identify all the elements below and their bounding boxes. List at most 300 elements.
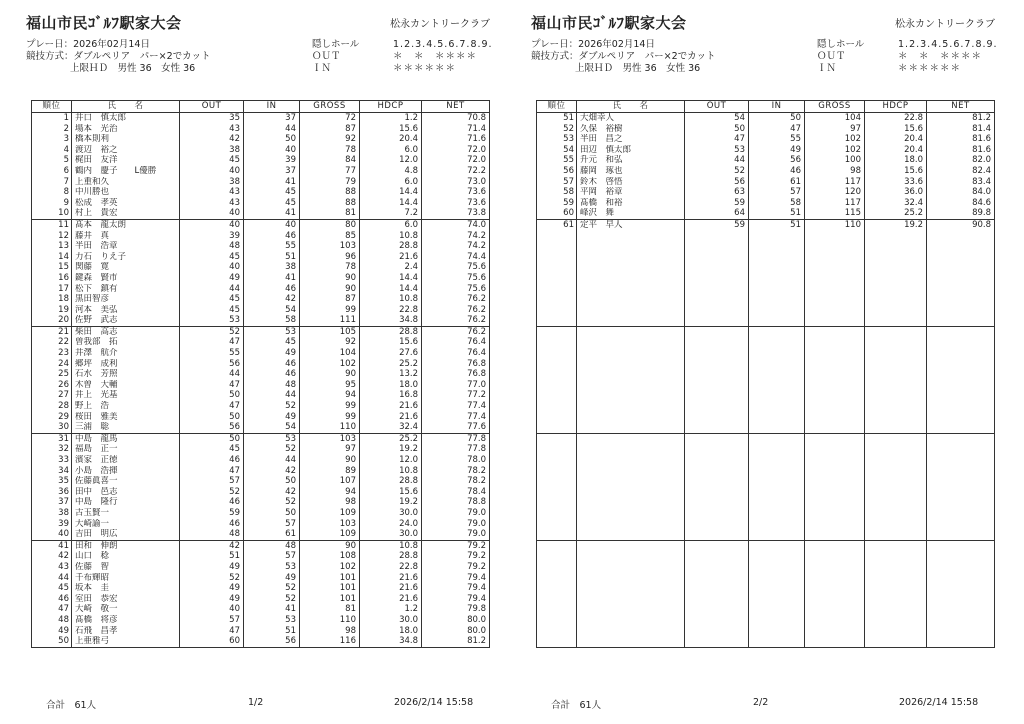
out-cell: 55 (180, 348, 244, 359)
rank-cell (537, 359, 577, 370)
in-cell (749, 529, 805, 540)
name-cell: 中川勝也 (72, 187, 180, 198)
out-cell (685, 359, 749, 370)
table-row (537, 604, 995, 615)
name-cell (577, 583, 685, 594)
in-cell: 46 (244, 284, 300, 295)
table-row (537, 583, 995, 594)
table-row (32, 155, 490, 166)
out-cell (685, 433, 749, 444)
net-cell (927, 487, 995, 498)
rank-cell (537, 401, 577, 412)
rank-cell: 31 (32, 433, 72, 444)
net-cell (927, 401, 995, 412)
hidden-holes-label: 隠しホール (817, 39, 865, 50)
hdcp-cell: 27.6 (360, 348, 422, 359)
gross-cell: 88 (300, 187, 360, 198)
net-cell: 83.4 (927, 177, 995, 188)
hdcp-cell (865, 284, 927, 295)
table-row (32, 166, 490, 177)
rank-cell: 39 (32, 519, 72, 530)
table-row (537, 562, 995, 573)
gross-cell: 81 (300, 208, 360, 219)
gross-cell: 96 (300, 252, 360, 263)
name-cell: 大崎諭一 (72, 519, 180, 530)
table-row (537, 124, 995, 135)
hdcp-cell (865, 262, 927, 273)
gross-cell: 78 (300, 262, 360, 273)
rank-cell (537, 455, 577, 466)
header-rank: 順位 (32, 101, 72, 113)
gross-cell (805, 433, 865, 444)
header-name: 氏 名 (577, 101, 685, 113)
net-cell: 78.2 (422, 466, 490, 477)
net-cell: 89.8 (927, 208, 995, 219)
net-cell: 81.2 (422, 636, 490, 647)
out-cell: 53 (180, 315, 244, 326)
in-cell: 52 (244, 401, 300, 412)
name-cell (577, 326, 685, 337)
name-cell: 村上 貴宏 (72, 208, 180, 219)
rank-cell: 24 (32, 359, 72, 370)
net-cell: 72.2 (422, 166, 490, 177)
gross-cell (805, 294, 865, 305)
name-cell (577, 348, 685, 359)
net-cell (927, 252, 995, 263)
rank-cell (537, 326, 577, 337)
in-cell: 46 (244, 359, 300, 370)
name-cell: 渡辺 裕之 (72, 145, 180, 156)
hdcp-cell (865, 273, 927, 284)
gross-cell (805, 348, 865, 359)
in-cell: 44 (244, 455, 300, 466)
net-cell (927, 573, 995, 584)
in-cell: 50 (244, 134, 300, 145)
rank-cell (537, 337, 577, 348)
out-cell (685, 241, 749, 252)
gross-cell: 78 (300, 145, 360, 156)
out-cell: 38 (180, 145, 244, 156)
out-cell: 48 (180, 529, 244, 540)
in-cell (749, 562, 805, 573)
in-cell: 57 (244, 519, 300, 530)
in-cell: 37 (244, 166, 300, 177)
gross-cell: 110 (300, 422, 360, 433)
hdcp-cell: 20.4 (865, 145, 927, 156)
out-cell: 47 (180, 626, 244, 637)
gross-cell: 108 (300, 551, 360, 562)
name-cell: 橋本則利 (72, 134, 180, 145)
rank-cell: 54 (537, 145, 577, 156)
hdcp-cell: 36.0 (865, 187, 927, 198)
gross-cell (805, 390, 865, 401)
table-row (537, 380, 995, 391)
out-cell: 49 (180, 273, 244, 284)
rank-cell: 22 (32, 337, 72, 348)
net-cell: 79.2 (422, 562, 490, 573)
out-cell: 44 (685, 155, 749, 166)
out-cell: 45 (180, 155, 244, 166)
name-cell: 曽我部 拓 (72, 337, 180, 348)
hdcp-cell: 13.2 (360, 369, 422, 380)
name-cell: 石水 芳照 (72, 369, 180, 380)
gross-cell (805, 540, 865, 551)
name-cell (577, 497, 685, 508)
gross-cell: 99 (300, 412, 360, 423)
out-cell: 44 (180, 284, 244, 295)
table-row (32, 113, 490, 124)
name-cell (577, 315, 685, 326)
table-row (32, 177, 490, 188)
hdcp-cell (865, 433, 927, 444)
rank-cell (537, 241, 577, 252)
net-cell: 72.0 (422, 155, 490, 166)
results-table (31, 100, 490, 648)
rank-cell: 38 (32, 508, 72, 519)
table-row (537, 615, 995, 626)
table-row (32, 573, 490, 584)
hdcp-cell (865, 626, 927, 637)
gross-cell: 103 (300, 241, 360, 252)
hdcp-cell: 12.0 (360, 455, 422, 466)
net-cell: 79.0 (422, 529, 490, 540)
hdcp-cell (865, 455, 927, 466)
footer-datetime: 2026/2/14 15:58 (394, 697, 474, 708)
table-row (32, 262, 490, 273)
net-cell: 77.2 (422, 390, 490, 401)
out-cell: 56 (180, 359, 244, 370)
in-cell (749, 519, 805, 530)
out-cell (685, 252, 749, 263)
rank-cell: 42 (32, 551, 72, 562)
rank-cell (537, 262, 577, 273)
table-row (537, 208, 995, 219)
rank-cell (537, 604, 577, 615)
net-cell (927, 583, 995, 594)
gross-cell: 101 (300, 594, 360, 605)
table-row (537, 476, 995, 487)
rank-cell (537, 466, 577, 477)
hdcp-cell (865, 369, 927, 380)
name-cell: 松成 孝英 (72, 198, 180, 209)
rank-cell: 34 (32, 466, 72, 477)
table-row (32, 583, 490, 594)
out-cell: 35 (180, 113, 244, 124)
name-cell: 野上 浩 (72, 401, 180, 412)
hdcp-cell: 24.0 (360, 519, 422, 530)
net-cell: 78.0 (422, 455, 490, 466)
net-cell: 74.4 (422, 252, 490, 263)
table-row (32, 497, 490, 508)
table-row (537, 326, 995, 337)
name-cell (577, 305, 685, 316)
net-cell: 79.0 (422, 508, 490, 519)
name-cell (577, 412, 685, 423)
out-cell (685, 562, 749, 573)
header-out: OUT (180, 101, 244, 113)
gross-cell: 99 (300, 401, 360, 412)
hdcp-cell: 21.6 (360, 252, 422, 263)
header-in: IN (244, 101, 300, 113)
hdcp-cell: 15.6 (360, 487, 422, 498)
in-cell: 39 (244, 155, 300, 166)
out-cell: 49 (180, 562, 244, 573)
out-cell (685, 466, 749, 477)
gross-cell (805, 305, 865, 316)
out-cell: 43 (180, 124, 244, 135)
gross-cell: 98 (300, 626, 360, 637)
hdcp-cell: 6.0 (360, 145, 422, 156)
name-cell (577, 359, 685, 370)
gross-cell (805, 412, 865, 423)
net-cell: 77.8 (422, 433, 490, 444)
hdcp-cell (865, 348, 927, 359)
hdcp-cell (865, 508, 927, 519)
table-row (32, 219, 490, 230)
out-cell (685, 476, 749, 487)
in-cell: 58 (244, 315, 300, 326)
name-cell (577, 444, 685, 455)
table-row (32, 369, 490, 380)
hdcp-cell: 16.8 (360, 390, 422, 401)
hdcp-cell: 15.6 (865, 124, 927, 135)
hdcp-cell: 12.0 (360, 155, 422, 166)
name-cell (577, 273, 685, 284)
gross-cell: 103 (300, 519, 360, 530)
name-cell: 鍵森 賢市 (72, 273, 180, 284)
gross-cell (805, 497, 865, 508)
results-page-1 (18, 0, 508, 724)
table-row (32, 487, 490, 498)
hdcp-cell: 22.8 (865, 113, 927, 124)
hdcp-cell: 4.8 (360, 166, 422, 177)
table-row (32, 348, 490, 359)
results-body (537, 113, 995, 648)
in-cell: 49 (244, 348, 300, 359)
in-cell: 55 (244, 241, 300, 252)
hdcp-cell: 22.8 (360, 305, 422, 316)
gross-cell: 90 (300, 540, 360, 551)
out-cell: 40 (180, 166, 244, 177)
net-cell: 79.2 (422, 540, 490, 551)
net-cell (927, 305, 995, 316)
handicap-limit: 上限ＨＤ 男性 36 女性 36 (70, 63, 196, 74)
net-cell (927, 540, 995, 551)
rank-cell (537, 369, 577, 380)
name-cell (577, 284, 685, 295)
hdcp-cell: 30.0 (360, 615, 422, 626)
name-cell (577, 252, 685, 263)
hdcp-cell (865, 615, 927, 626)
table-row (537, 348, 995, 359)
rank-cell (537, 529, 577, 540)
table-row (32, 594, 490, 605)
out-cell: 40 (180, 604, 244, 615)
hdcp-cell (865, 551, 927, 562)
out-cell: 56 (685, 177, 749, 188)
rank-cell: 23 (32, 348, 72, 359)
name-cell: 石飛 昌孝 (72, 626, 180, 637)
name-cell: 小島 浩揮 (72, 466, 180, 477)
gross-cell: 94 (300, 487, 360, 498)
gross-cell: 103 (300, 433, 360, 444)
in-cell (749, 359, 805, 370)
net-cell: 76.8 (422, 369, 490, 380)
table-row (537, 433, 995, 444)
table-row (537, 134, 995, 145)
in-cell: 50 (749, 113, 805, 124)
gross-cell: 109 (300, 508, 360, 519)
name-cell: 定平 早人 (577, 219, 685, 230)
hdcp-cell: 18.0 (360, 380, 422, 391)
gross-cell: 95 (300, 380, 360, 391)
rank-cell: 26 (32, 380, 72, 391)
net-cell (927, 551, 995, 562)
net-cell: 75.6 (422, 284, 490, 295)
out-cell (685, 615, 749, 626)
out-cell (685, 455, 749, 466)
in-cell: 46 (244, 231, 300, 242)
table-row (32, 551, 490, 562)
in-cell: 49 (244, 412, 300, 423)
in-cell (749, 231, 805, 242)
rank-cell: 17 (32, 284, 72, 295)
gross-cell: 77 (300, 166, 360, 177)
gross-cell: 97 (805, 124, 865, 135)
net-cell (927, 262, 995, 273)
hdcp-cell: 21.6 (360, 412, 422, 423)
gross-cell (805, 241, 865, 252)
in-cell: 61 (749, 177, 805, 188)
footer-total: 合計 61人 (46, 700, 97, 711)
net-cell (927, 337, 995, 348)
table-row (32, 231, 490, 242)
rank-cell: 11 (32, 219, 72, 230)
out-cell: 60 (180, 636, 244, 647)
in-cell: 56 (244, 636, 300, 647)
in-cell: 40 (244, 219, 300, 230)
rank-cell (537, 551, 577, 562)
net-cell: 73.6 (422, 198, 490, 209)
out-cell (685, 369, 749, 380)
rank-cell: 47 (32, 604, 72, 615)
in-cell: 41 (244, 177, 300, 188)
hdcp-cell: 32.4 (865, 198, 927, 209)
in-cell (749, 401, 805, 412)
name-cell (577, 562, 685, 573)
rank-cell: 7 (32, 177, 72, 188)
club-name: 松永カントリークラブ (390, 19, 490, 30)
out-cell (685, 604, 749, 615)
table-row (537, 187, 995, 198)
hdcp-cell: 1.2 (360, 113, 422, 124)
gross-cell (805, 583, 865, 594)
table-row (537, 166, 995, 177)
net-cell (927, 455, 995, 466)
name-cell: 田中 邑志 (72, 487, 180, 498)
hdcp-cell (865, 636, 927, 647)
hdcp-cell: 28.8 (360, 241, 422, 252)
net-cell: 74.2 (422, 241, 490, 252)
out-cell: 42 (180, 134, 244, 145)
name-cell: 井口 慎太郎 (72, 113, 180, 124)
rank-cell: 32 (32, 444, 72, 455)
table-row (537, 262, 995, 273)
in-cell (749, 305, 805, 316)
rank-cell (537, 273, 577, 284)
net-cell: 76.8 (422, 359, 490, 370)
in-cell: 44 (244, 390, 300, 401)
net-cell (927, 562, 995, 573)
in-cell: 44 (244, 124, 300, 135)
name-cell: 濱家 正徳 (72, 455, 180, 466)
footer-total: 合計 61人 (551, 700, 602, 711)
name-cell: 柴田 高志 (72, 326, 180, 337)
out-cell: 46 (180, 455, 244, 466)
competition-method: 競技方式：ダブルペリア パー×2でカット (26, 51, 211, 62)
rank-cell: 44 (32, 573, 72, 584)
name-cell: 河本 美弘 (72, 305, 180, 316)
in-cell: 37 (244, 113, 300, 124)
table-row (32, 380, 490, 391)
hdcp-cell (865, 422, 927, 433)
table-row (537, 177, 995, 188)
name-cell: 上重和久 (72, 177, 180, 188)
name-cell (577, 594, 685, 605)
net-cell: 80.0 (422, 615, 490, 626)
results-page-2 (523, 0, 1013, 724)
net-cell: 78.2 (422, 476, 490, 487)
gross-cell: 98 (300, 497, 360, 508)
hdcp-cell: 6.0 (360, 177, 422, 188)
table-row (32, 540, 490, 551)
out-cell: 46 (180, 497, 244, 508)
net-cell: 73.0 (422, 177, 490, 188)
name-cell (577, 540, 685, 551)
gross-cell: 90 (300, 284, 360, 295)
hdcp-cell (865, 252, 927, 263)
table-row (537, 113, 995, 124)
gross-cell (805, 519, 865, 530)
out-cell: 49 (180, 583, 244, 594)
hdcp-cell (865, 594, 927, 605)
table-row (537, 305, 995, 316)
table-row (32, 390, 490, 401)
gross-cell (805, 594, 865, 605)
out-cell (685, 626, 749, 637)
gross-cell (805, 444, 865, 455)
out-cell (685, 326, 749, 337)
table-row (537, 284, 995, 295)
net-cell (927, 359, 995, 370)
net-cell (927, 273, 995, 284)
name-cell (577, 615, 685, 626)
rank-cell: 25 (32, 369, 72, 380)
out-cell: 59 (180, 508, 244, 519)
name-cell: 中島 龍馬 (72, 433, 180, 444)
net-cell (927, 369, 995, 380)
table-row (537, 241, 995, 252)
in-cell (749, 615, 805, 626)
name-cell: 関藤 寛 (72, 262, 180, 273)
gross-cell: 80 (300, 219, 360, 230)
in-cell: 41 (244, 208, 300, 219)
net-cell: 75.6 (422, 273, 490, 284)
gross-cell: 116 (300, 636, 360, 647)
net-cell (927, 348, 995, 359)
hidden-holes-label: 隠しホール (312, 39, 360, 50)
table-row (537, 466, 995, 477)
